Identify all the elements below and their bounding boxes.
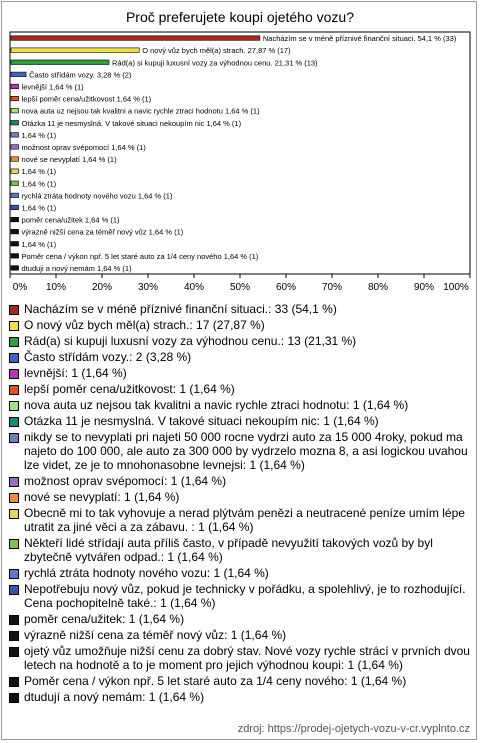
x-axis-ticks — [10, 274, 470, 293]
legend — [9, 302, 471, 706]
legend-label: Často střídám vozy.: 2 (3,28 %) — [24, 350, 192, 364]
legend-item — [9, 474, 471, 488]
bar-label: dtuduji a nový nemám 1,64 % (1) — [21, 263, 132, 273]
bar-chart — [0, 0, 480, 300]
legend-label: dtudují a nový nemám: 1 (1,64 %) — [24, 690, 205, 704]
bar-label: výrazně nižší cena za téměř nový vůz 1,64 % (1) — [21, 227, 184, 237]
bar-label: O nový vůz bych měl(a) strach. 27,87 % (17) — [142, 46, 291, 56]
legend-swatch — [9, 615, 19, 625]
legend-label: Nepotřebuju nový vůz, pokud je technicky v pořádku, a spolehlivý, je to rozhodující. Cena pochopitelně také.: 1 (1,64 %) — [24, 582, 466, 610]
x-tick-label: 60% — [275, 282, 297, 293]
legend-item — [9, 318, 471, 332]
bar-label: rychlá ztráta hodnoty nového vozu 1,64 % (1) — [21, 191, 173, 201]
bar-label: možnost oprav svépomocí 1,64 % (1) — [21, 142, 146, 152]
x-tick-label: 10% — [45, 282, 67, 293]
x-tick-label: 20% — [91, 282, 113, 293]
legend-swatch — [9, 353, 19, 363]
legend-swatch — [9, 631, 19, 641]
legend-item — [9, 398, 471, 412]
x-tick-label: 0% — [12, 282, 28, 293]
legend-label: nikdy se to nevyplati pri najeti 50 000 rocne vydrzi auto za 15 000 4roky, pokud ma najeto do 100 000, ale auto za 300 000 by vydrzelo mozna 8, a asi logickou uvahou lze videt, ze je to mnohonasobne levnejsi: 1 (1,64 %) — [24, 430, 468, 472]
source-label: zdroj: https://prodej-ojetych-vozu-v-cr.vyplnto.cz — [237, 723, 470, 735]
legend-label: Někteří lidé střídají auta příliš často, v případě nevyužití takových vozů by byl zbytečně vytvářen odpad.: 1 (1,64 %) — [24, 536, 433, 564]
bar-label: Poměr cena / výkon npř. 5 let staré auto za 1/4 ceny nového 1,64 % (1) — [21, 251, 259, 261]
legend-swatch — [9, 417, 19, 427]
x-tick-label: 100% — [443, 282, 469, 293]
bar — [11, 60, 109, 65]
bar-label: 1,64 % (1) — [21, 203, 57, 213]
legend-label: Otázka 11 je nesmyslná. V takové situaci nekoupím nic: 1 (1,64 %) — [24, 414, 379, 428]
bar-label: 1,64 % (1) — [21, 167, 57, 177]
bar — [11, 181, 19, 186]
bar-label: 1,64 % (1) — [21, 239, 57, 249]
bar-label: nova auta uz nejsou tak kvalitni a navic rychle ztraci hodnotu 1,64 % (1) — [21, 106, 260, 116]
bar-label: lepší poměr cena/užitkovost 1,64 % (1) — [21, 94, 152, 104]
legend-swatch — [9, 337, 19, 347]
x-tick-label: 30% — [137, 282, 159, 293]
bar — [11, 36, 260, 41]
legend-item — [9, 366, 471, 380]
legend-label: levnější: 1 (1,64 %) — [24, 366, 127, 380]
legend-swatch — [9, 477, 19, 487]
x-tick-label: 40% — [183, 282, 205, 293]
legend-item — [9, 506, 471, 534]
bar-label: Rád(a) si kupuji luxusní vozy za výhodnou cenu. 21,31 % (13) — [112, 58, 318, 68]
legend-swatch — [9, 585, 19, 595]
bar-label: Nacházím se v méně příznivé finanční situaci. 54,1 % (33) — [262, 34, 457, 44]
x-tick-label: 80% — [367, 282, 389, 293]
legend-item — [9, 382, 471, 396]
legend-swatch — [9, 677, 19, 687]
legend-item — [9, 674, 471, 688]
bar — [11, 121, 19, 126]
bar-label: poměr cena/užitek 1,64 % (1) — [21, 215, 120, 225]
bar-label: nové se nevyplatí 1,64 % (1) — [21, 155, 117, 165]
legend-label: lepší poměr cena/užitkovost: 1 (1,64 %) — [24, 382, 235, 396]
legend-label: nové se nevyplatí: 1 (1,64 %) — [24, 490, 180, 504]
legend-item — [9, 414, 471, 428]
bar — [11, 145, 19, 150]
bar — [11, 242, 19, 247]
legend-label: Nacházím se v méně příznivé finanční situaci.: 33 (54,1 %) — [24, 302, 337, 316]
bar-label: Otázka 11 je nesmyslná. V takové situaci nekoupím nic 1,64 % (1) — [21, 118, 242, 128]
bar — [11, 72, 26, 77]
legend-item — [9, 612, 471, 626]
legend-label: ojetý vůz umožňuje nižší cenu za dobrý stav. Nové vozy rychle strácí v prvních dvou letech na hodnotě a to je moment pro jejich výhodnou koupi: 1 (1,64 %) — [24, 644, 470, 672]
bar — [11, 48, 139, 53]
x-tick-label: 90% — [413, 282, 435, 293]
legend-label: Rád(a) si kupuji luxusní vozy za výhodnou cenu.: 13 (21,31 %) — [24, 334, 357, 348]
legend-item — [9, 430, 471, 472]
legend-item — [9, 302, 471, 316]
x-tick-label: 70% — [321, 282, 343, 293]
plot-frame — [10, 32, 470, 274]
legend-label: možnost oprav svépomocí: 1 (1,64 %) — [24, 474, 227, 488]
bar-label: Často střídám vozy. 3,28 % (2) — [29, 70, 132, 80]
bar — [11, 157, 19, 162]
legend-swatch — [9, 305, 19, 315]
bar — [11, 254, 19, 259]
legend-item — [9, 628, 471, 642]
legend-label: O nový vůz bych měl(a) strach.: 17 (27,87 %) — [24, 318, 265, 332]
bar — [11, 133, 19, 138]
legend-swatch — [9, 493, 19, 503]
plot-area — [10, 32, 470, 274]
legend-item — [9, 350, 471, 364]
bar — [11, 229, 19, 234]
x-tick-label: 50% — [229, 282, 251, 293]
legend-item — [9, 582, 471, 610]
legend-swatch — [9, 321, 19, 331]
bar-label: 1,64 % (1) — [21, 130, 57, 140]
legend-item — [9, 690, 471, 704]
legend-label: Obecně mi to tak vyhovuje a nerad plýtvám penězi a neutracené peníze umím lépe utratit za jiné věci a za zábavu. : 1 (1,64 %) — [24, 506, 465, 534]
bar — [11, 96, 19, 101]
bar — [11, 205, 19, 210]
bar — [11, 266, 19, 271]
legend-swatch — [9, 401, 19, 411]
legend-swatch — [9, 693, 19, 703]
bar-label: 1,64 % (1) — [21, 179, 57, 189]
bar — [11, 193, 19, 198]
bar — [11, 169, 19, 174]
legend-swatch — [9, 569, 19, 579]
legend-swatch — [9, 509, 19, 519]
chart-title: Proč preferujete koupi ojetého vozu? — [125, 9, 355, 25]
legend-item — [9, 536, 471, 564]
legend-label: výrazně nižší cena za téměř nový vůz: 1 (1,64 %) — [24, 628, 287, 642]
legend-item — [9, 490, 471, 504]
bar — [11, 84, 19, 89]
bar-label: levnější 1,64 % (1) — [21, 82, 84, 92]
legend-swatch — [9, 647, 19, 657]
legend-swatch — [9, 385, 19, 395]
legend-item — [9, 566, 471, 580]
legend-swatch — [9, 369, 19, 379]
legend-item — [9, 334, 471, 348]
bar — [11, 217, 19, 222]
legend-item — [9, 644, 471, 672]
legend-swatch — [9, 539, 19, 549]
legend-label: poměr cena/užitek: 1 (1,64 %) — [24, 612, 185, 626]
legend-label: Poměr cena / výkon npř. 5 let staré auto za 1/4 ceny nového: 1 (1,64 %) — [24, 674, 407, 688]
legend-label: rychlá ztráta hodnoty nového vozu: 1 (1,64 %) — [24, 566, 269, 580]
legend-label: nova auta uz nejsou tak kvalitni a navic rychle ztraci hodnotu: 1 (1,64 %) — [24, 398, 409, 412]
legend-swatch — [9, 433, 19, 443]
bar — [11, 108, 19, 113]
